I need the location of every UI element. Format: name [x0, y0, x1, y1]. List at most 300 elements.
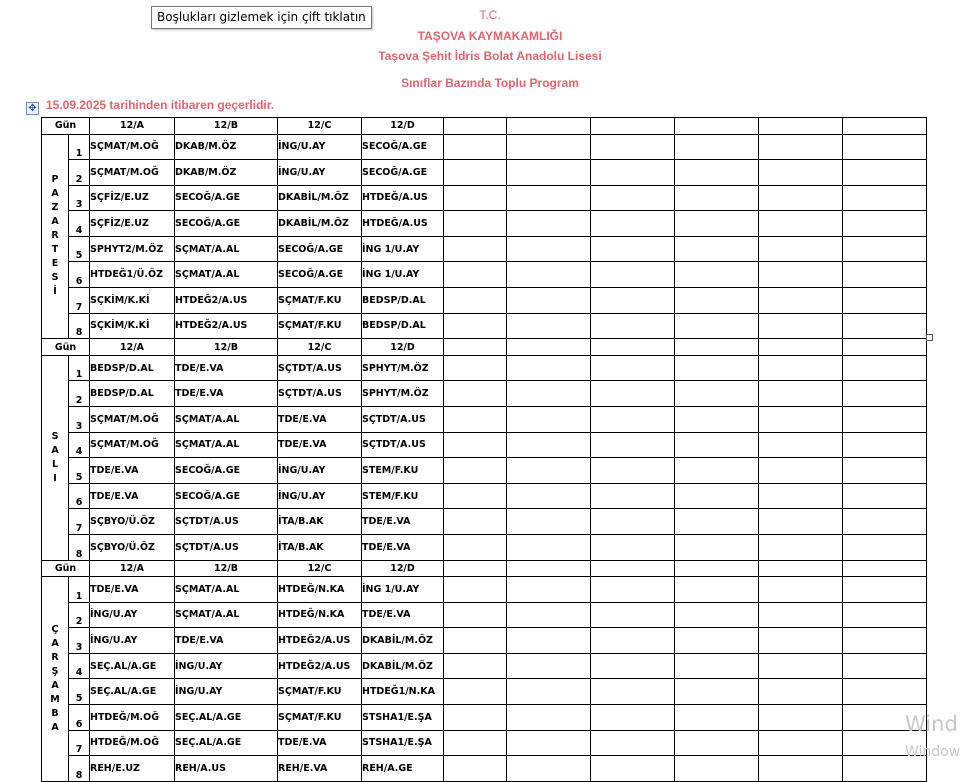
empty-cell: [507, 355, 591, 381]
schedule-row: [42, 704, 927, 730]
empty-cell: [507, 211, 591, 237]
lesson-cell: SÇTDT/A.US: [278, 355, 362, 381]
class-header: 12/A: [90, 560, 175, 577]
lesson-cell: SÇMAT/A.AL: [175, 577, 278, 603]
empty-cell: [843, 339, 927, 356]
empty-cell: [675, 185, 759, 211]
empty-cell: [591, 313, 675, 339]
lesson-cell: TDE/E.VA: [90, 458, 175, 484]
lesson-cell: HTDEĞ2/A.US: [175, 288, 278, 314]
empty-cell: [444, 185, 507, 211]
lesson-cell: DKABİL/M.ÖZ: [362, 628, 444, 654]
empty-cell: [759, 458, 843, 484]
empty-cell: [591, 406, 675, 432]
empty-cell: [444, 509, 507, 535]
lesson-cell: DKAB/M.ÖZ: [175, 160, 278, 186]
day-name-vertical: [42, 355, 69, 560]
lesson-cell: REH/A.GE: [362, 756, 444, 782]
lesson-cell: SECOĞ/A.GE: [362, 134, 444, 160]
period-number: 1: [69, 134, 90, 160]
empty-cell: [843, 313, 927, 339]
empty-cell: [843, 458, 927, 484]
empty-cell: [444, 483, 507, 509]
empty-cell: [675, 381, 759, 407]
class-header: 12/C: [278, 560, 362, 577]
day-column-header: Gün: [42, 560, 90, 577]
period-number: 6: [69, 704, 90, 730]
lesson-cell: HTDEĞ/N.KA: [278, 602, 362, 628]
day-letter: R: [51, 230, 59, 242]
lesson-cell: SECOĞ/A.GE: [175, 185, 278, 211]
empty-cell: [591, 653, 675, 679]
day-letter: A: [51, 188, 59, 200]
lesson-cell: HTDEĞ/M.OĞ: [90, 704, 175, 730]
schedule-row: [42, 262, 927, 288]
day-letter: M: [50, 693, 60, 705]
empty-cell: [843, 483, 927, 509]
empty-cell: [507, 560, 591, 577]
lesson-cell: SÇTDT/A.US: [362, 406, 444, 432]
schedule-table: [41, 117, 927, 782]
empty-cell: [843, 432, 927, 458]
empty-cell: [444, 118, 507, 135]
class-header: 12/B: [175, 560, 278, 577]
validity-date: 15.09.2025 tarihinden itibaren geçerlidir.: [46, 98, 275, 112]
empty-cell: [843, 236, 927, 262]
empty-cell: [444, 602, 507, 628]
empty-cell: [507, 653, 591, 679]
empty-cell: [591, 288, 675, 314]
windows-watermark-sub: Window: [905, 744, 961, 760]
empty-cell: [591, 704, 675, 730]
period-number: 4: [69, 432, 90, 458]
empty-cell: [591, 355, 675, 381]
empty-cell: [444, 679, 507, 705]
empty-cell: [591, 483, 675, 509]
lesson-cell: İNG/U.AY: [90, 602, 175, 628]
lesson-cell: SÇMAT/M.OĞ: [90, 406, 175, 432]
period-number: 3: [69, 185, 90, 211]
schedule-row: [42, 458, 927, 484]
empty-cell: [591, 432, 675, 458]
day-letter: I: [53, 472, 57, 484]
empty-cell: [843, 653, 927, 679]
lesson-cell: HTDEĞ/M.OĞ: [90, 730, 175, 756]
lesson-cell: SÇMAT/M.OĞ: [90, 134, 175, 160]
lesson-cell: SÇMAT/F.KU: [278, 679, 362, 705]
empty-cell: [507, 704, 591, 730]
empty-cell: [591, 679, 675, 705]
lesson-cell: İNG/U.AY: [175, 679, 278, 705]
empty-cell: [444, 534, 507, 560]
lesson-cell: SECOĞ/A.GE: [362, 160, 444, 186]
lesson-cell: HTDEĞ/A.US: [362, 185, 444, 211]
lesson-cell: SÇMAT/A.AL: [175, 432, 278, 458]
empty-cell: [675, 577, 759, 603]
empty-cell: [759, 509, 843, 535]
schedule-row: [42, 288, 927, 314]
header-tc: T.C.: [479, 8, 501, 22]
period-number: 6: [69, 262, 90, 288]
lesson-cell: İNG/U.AY: [278, 134, 362, 160]
day-letter: Ç: [51, 623, 59, 635]
lesson-cell: İNG 1/U.AY: [362, 262, 444, 288]
empty-cell: [507, 483, 591, 509]
day-letter: Z: [51, 202, 59, 214]
period-number: 2: [69, 160, 90, 186]
lesson-cell: SÇKİM/K.Kİ: [90, 288, 175, 314]
empty-cell: [444, 262, 507, 288]
period-number: 7: [69, 509, 90, 535]
schedule-row: [42, 211, 927, 237]
empty-cell: [675, 653, 759, 679]
empty-cell: [507, 406, 591, 432]
empty-cell: [675, 406, 759, 432]
empty-cell: [444, 628, 507, 654]
day-letter: A: [51, 721, 59, 733]
empty-cell: [759, 628, 843, 654]
empty-cell: [444, 756, 507, 782]
empty-cell: [591, 509, 675, 535]
header-program-title: Sınıflar Bazında Toplu Program: [401, 76, 579, 90]
day-letter: Ş: [51, 665, 59, 677]
table-resize-handle[interactable]: [926, 334, 933, 341]
lesson-cell: SÇMAT/A.AL: [175, 236, 278, 262]
lesson-cell: İNG/U.AY: [278, 458, 362, 484]
lesson-cell: İTA/B.AK: [278, 509, 362, 535]
schedule-row: [42, 653, 927, 679]
day-letter: S: [51, 430, 59, 442]
day-column-header: Gün: [42, 118, 90, 135]
schedule-row: [42, 534, 927, 560]
empty-cell: [759, 355, 843, 381]
empty-cell: [759, 756, 843, 782]
empty-cell: [591, 160, 675, 186]
schedule-row: [42, 628, 927, 654]
schedule-row: [42, 577, 927, 603]
empty-cell: [507, 602, 591, 628]
empty-cell: [843, 628, 927, 654]
empty-cell: [675, 602, 759, 628]
lesson-cell: TDE/E.VA: [362, 534, 444, 560]
lesson-cell: SÇMAT/F.KU: [278, 704, 362, 730]
empty-cell: [591, 339, 675, 356]
lesson-cell: TDE/E.VA: [278, 730, 362, 756]
empty-cell: [507, 339, 591, 356]
empty-cell: [843, 185, 927, 211]
lesson-cell: HTDEĞ2/A.US: [278, 628, 362, 654]
lesson-cell: REH/E.VA: [278, 756, 362, 782]
schedule-row: [42, 602, 927, 628]
tooltip: Boşlukları gizlemek için çift tıklatın: [151, 6, 372, 29]
empty-cell: [759, 339, 843, 356]
lesson-cell: SPHYT/M.ÖZ: [362, 381, 444, 407]
period-number: 3: [69, 628, 90, 654]
lesson-cell: TDE/E.VA: [175, 628, 278, 654]
schedule-row: [42, 355, 927, 381]
lesson-cell: STEM/F.KU: [362, 483, 444, 509]
empty-cell: [444, 236, 507, 262]
day-name-vertical: [42, 134, 69, 339]
lesson-cell: TDE/E.VA: [278, 432, 362, 458]
schedule-row: [42, 381, 927, 407]
empty-cell: [444, 134, 507, 160]
empty-cell: [507, 458, 591, 484]
empty-cell: [759, 262, 843, 288]
empty-cell: [843, 262, 927, 288]
empty-cell: [675, 134, 759, 160]
empty-cell: [675, 509, 759, 535]
empty-cell: [444, 560, 507, 577]
day-letter: T: [51, 244, 59, 256]
lesson-cell: DKABİL/M.ÖZ: [278, 211, 362, 237]
empty-cell: [507, 118, 591, 135]
lesson-cell: SÇMAT/F.KU: [278, 288, 362, 314]
empty-cell: [759, 211, 843, 237]
empty-cell: [444, 339, 507, 356]
lesson-cell: SÇFİZ/E.UZ: [90, 185, 175, 211]
schedule-row: [42, 160, 927, 186]
empty-cell: [759, 679, 843, 705]
lesson-cell: SÇMAT/A.AL: [175, 602, 278, 628]
empty-cell: [507, 381, 591, 407]
class-header: 12/A: [90, 339, 175, 356]
class-header: 12/D: [362, 339, 444, 356]
lesson-cell: SPHYT/M.ÖZ: [362, 355, 444, 381]
empty-cell: [843, 381, 927, 407]
empty-cell: [444, 288, 507, 314]
empty-cell: [675, 339, 759, 356]
empty-cell: [444, 730, 507, 756]
lesson-cell: SEÇ.AL/A.GE: [90, 653, 175, 679]
lesson-cell: HTDEĞ/A.US: [362, 211, 444, 237]
lesson-cell: SÇTDT/A.US: [278, 381, 362, 407]
lesson-cell: SEÇ.AL/A.GE: [90, 679, 175, 705]
lesson-cell: TDE/E.VA: [90, 577, 175, 603]
lesson-cell: BEDSP/D.AL: [90, 381, 175, 407]
empty-cell: [759, 577, 843, 603]
lesson-cell: SÇTDT/A.US: [175, 509, 278, 535]
class-header: 12/A: [90, 118, 175, 135]
lesson-cell: HTDEĞ2/A.US: [175, 313, 278, 339]
lesson-cell: İNG/U.AY: [278, 160, 362, 186]
empty-cell: [843, 118, 927, 135]
empty-cell: [507, 628, 591, 654]
lesson-cell: BEDSP/D.AL: [362, 288, 444, 314]
day-letter: A: [51, 216, 59, 228]
schedule-row: [42, 679, 927, 705]
class-header: 12/D: [362, 118, 444, 135]
table-move-icon[interactable]: ✥: [26, 102, 39, 115]
lesson-cell: SÇBYO/Ü.ÖZ: [90, 509, 175, 535]
empty-cell: [507, 134, 591, 160]
empty-cell: [843, 577, 927, 603]
empty-cell: [444, 458, 507, 484]
lesson-cell: İTA/B.AK: [278, 534, 362, 560]
day-letter: S: [51, 272, 59, 284]
period-number: 5: [69, 679, 90, 705]
lesson-cell: SECOĞ/A.GE: [278, 262, 362, 288]
empty-cell: [444, 313, 507, 339]
period-number: 4: [69, 653, 90, 679]
empty-cell: [675, 262, 759, 288]
lesson-cell: STEM/F.KU: [362, 458, 444, 484]
period-number: 1: [69, 355, 90, 381]
empty-cell: [507, 262, 591, 288]
period-number: 6: [69, 483, 90, 509]
empty-cell: [759, 560, 843, 577]
lesson-cell: TDE/E.VA: [175, 355, 278, 381]
lesson-cell: REH/E.UZ: [90, 756, 175, 782]
header-kaymakamlik: TAŞOVA KAYMAKAMLIĞI: [417, 29, 563, 43]
empty-cell: [759, 432, 843, 458]
lesson-cell: SÇMAT/M.OĞ: [90, 160, 175, 186]
empty-cell: [759, 406, 843, 432]
day-letter: E: [51, 258, 59, 270]
empty-cell: [507, 577, 591, 603]
empty-cell: [591, 458, 675, 484]
schedule-row: [42, 730, 927, 756]
empty-cell: [675, 628, 759, 654]
empty-cell: [843, 602, 927, 628]
empty-cell: [591, 534, 675, 560]
class-header: 12/B: [175, 339, 278, 356]
lesson-cell: SPHYT2/M.ÖZ: [90, 236, 175, 262]
lesson-cell: SEÇ.AL/A.GE: [175, 704, 278, 730]
lesson-cell: SÇFİZ/E.UZ: [90, 211, 175, 237]
empty-cell: [507, 288, 591, 314]
lesson-cell: BEDSP/D.AL: [362, 313, 444, 339]
lesson-cell: TDE/E.VA: [278, 406, 362, 432]
lesson-cell: İNG/U.AY: [90, 628, 175, 654]
day-letter: L: [51, 458, 59, 470]
schedule-row: [42, 509, 927, 535]
day-letter: A: [51, 637, 59, 649]
period-number: 2: [69, 602, 90, 628]
empty-cell: [675, 679, 759, 705]
empty-cell: [675, 288, 759, 314]
period-number: 5: [69, 236, 90, 262]
empty-cell: [507, 236, 591, 262]
class-header: 12/D: [362, 560, 444, 577]
lesson-cell: İNG 1/U.AY: [362, 577, 444, 603]
lesson-cell: DKABİL/M.ÖZ: [278, 185, 362, 211]
lesson-cell: SÇMAT/F.KU: [278, 313, 362, 339]
lesson-cell: HTDEĞ1/Ü.ÖZ: [90, 262, 175, 288]
empty-cell: [591, 381, 675, 407]
empty-cell: [759, 602, 843, 628]
empty-cell: [675, 458, 759, 484]
empty-cell: [507, 756, 591, 782]
lesson-cell: TDE/E.VA: [175, 381, 278, 407]
empty-cell: [843, 509, 927, 535]
empty-cell: [759, 160, 843, 186]
lesson-cell: İNG/U.AY: [175, 653, 278, 679]
empty-cell: [591, 756, 675, 782]
schedule-row: [42, 483, 927, 509]
empty-cell: [444, 381, 507, 407]
lesson-cell: SEÇ.AL/A.GE: [175, 730, 278, 756]
empty-cell: [507, 432, 591, 458]
empty-cell: [591, 185, 675, 211]
period-number: 7: [69, 288, 90, 314]
empty-cell: [591, 134, 675, 160]
day-column-header: Gün: [42, 339, 90, 356]
empty-cell: [444, 406, 507, 432]
header-school: Taşova Şehit İdris Bolat Anadolu Lisesi: [378, 49, 602, 63]
day-letter: İ: [53, 286, 57, 298]
lesson-cell: SÇBYO/Ü.ÖZ: [90, 534, 175, 560]
empty-cell: [507, 679, 591, 705]
empty-cell: [759, 730, 843, 756]
schedule-row: [42, 406, 927, 432]
lesson-cell: SÇMAT/A.AL: [175, 262, 278, 288]
lesson-cell: HTDEĞ/N.KA: [278, 577, 362, 603]
period-number: 3: [69, 406, 90, 432]
lesson-cell: SÇMAT/A.AL: [175, 406, 278, 432]
empty-cell: [591, 262, 675, 288]
empty-cell: [843, 560, 927, 577]
lesson-cell: STSHA1/E.ŞA: [362, 704, 444, 730]
empty-cell: [591, 236, 675, 262]
schedule-row: [42, 236, 927, 262]
empty-cell: [591, 628, 675, 654]
empty-cell: [759, 704, 843, 730]
day-name-vertical: [42, 577, 69, 782]
lesson-cell: BEDSP/D.AL: [90, 355, 175, 381]
schedule-row: [42, 185, 927, 211]
empty-cell: [591, 577, 675, 603]
period-number: 8: [69, 534, 90, 560]
lesson-cell: TDE/E.VA: [362, 602, 444, 628]
class-header: 12/B: [175, 118, 278, 135]
windows-watermark: Wind: [905, 712, 958, 736]
empty-cell: [675, 355, 759, 381]
lesson-cell: STSHA1/E.ŞA: [362, 730, 444, 756]
lesson-cell: SECOĞ/A.GE: [175, 483, 278, 509]
lesson-cell: SECOĞ/A.GE: [175, 211, 278, 237]
schedule-row: [42, 432, 927, 458]
lesson-cell: HTDEĞ1/N.KA: [362, 679, 444, 705]
empty-cell: [675, 730, 759, 756]
lesson-cell: TDE/E.VA: [362, 509, 444, 535]
day-letter: A: [51, 679, 59, 691]
schedule-row: [42, 313, 927, 339]
empty-cell: [507, 534, 591, 560]
lesson-cell: HTDEĞ2/A.US: [278, 653, 362, 679]
empty-cell: [675, 432, 759, 458]
empty-cell: [507, 160, 591, 186]
lesson-cell: SÇTDT/A.US: [362, 432, 444, 458]
empty-cell: [759, 288, 843, 314]
empty-cell: [591, 560, 675, 577]
empty-cell: [675, 756, 759, 782]
empty-cell: [507, 509, 591, 535]
empty-cell: [507, 313, 591, 339]
period-number: 8: [69, 313, 90, 339]
empty-cell: [843, 355, 927, 381]
empty-cell: [843, 406, 927, 432]
empty-cell: [591, 118, 675, 135]
empty-cell: [843, 211, 927, 237]
empty-cell: [759, 313, 843, 339]
empty-cell: [444, 577, 507, 603]
empty-cell: [759, 483, 843, 509]
empty-cell: [507, 185, 591, 211]
day-letter: A: [51, 444, 59, 456]
empty-cell: [843, 679, 927, 705]
empty-cell: [444, 211, 507, 237]
